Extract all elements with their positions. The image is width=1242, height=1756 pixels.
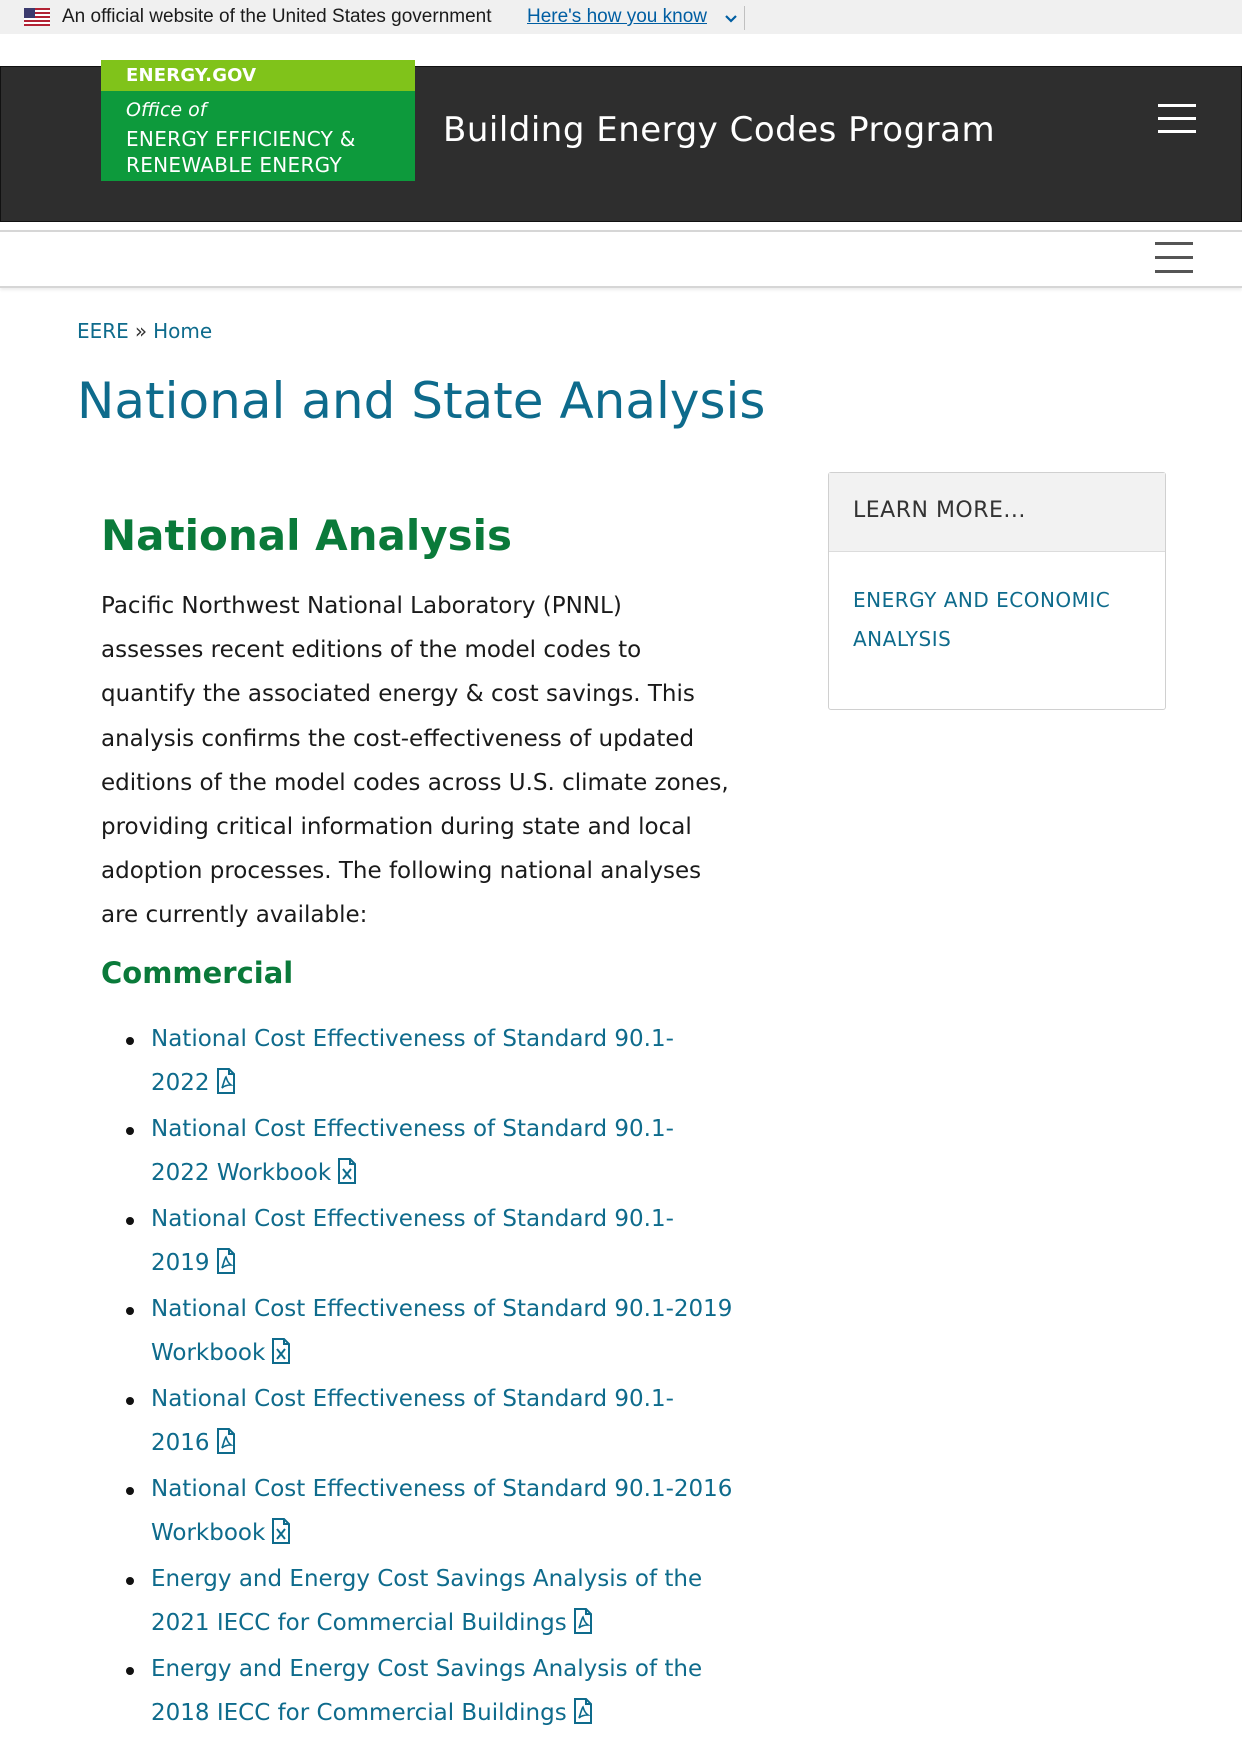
logo-energy-gov-text: ENERGY.GOV <box>126 65 257 86</box>
document-list-item <box>101 1107 771 1195</box>
gov-banner-text: An official website of the United States government <box>62 6 492 27</box>
document-link[interactable] <box>151 1287 771 1375</box>
logo-line-2: RENEWABLE ENERGY <box>126 153 343 177</box>
document-link-text: Energy and Energy Cost Savings Analysis of the <box>151 1566 703 1592</box>
breadcrumb <box>77 319 212 343</box>
document-link[interactable] <box>151 1467 771 1555</box>
secondary-nav-bar <box>0 230 1242 288</box>
document-link-text: 2021 IECC for Commercial Buildings <box>151 1601 771 1645</box>
excel-icon <box>337 1155 357 1181</box>
document-link-text: Workbook <box>151 1331 771 1375</box>
pdf-icon <box>216 1245 236 1271</box>
heres-how-you-know-link[interactable]: Here's how you know <box>527 6 707 27</box>
excel-icon <box>271 1335 291 1361</box>
document-link-text: National Cost Effectiveness of Standard 90.1- <box>151 1116 674 1142</box>
section-title: National Analysis <box>101 511 512 560</box>
document-list-item <box>101 1647 771 1735</box>
commercial-documents-list <box>101 1017 771 1737</box>
document-link-text: Workbook <box>151 1511 771 1555</box>
document-link-text: 2018 IECC for Commercial Buildings <box>151 1691 771 1735</box>
section-menu-icon[interactable] <box>1155 242 1193 274</box>
document-link[interactable] <box>151 1557 771 1645</box>
document-link-text: National Cost Effectiveness of Standard 90.1- <box>151 1386 674 1412</box>
pdf-icon <box>573 1605 593 1631</box>
energy-economic-analysis-link[interactable]: ENERGY AND ECONOMIC ANALYSIS <box>853 588 1111 651</box>
document-link-text: 2022 Workbook <box>151 1151 771 1195</box>
document-link-text: Energy and Energy Cost Savings Analysis of the <box>151 1656 703 1682</box>
main-menu-icon[interactable] <box>1158 104 1196 134</box>
pdf-icon <box>216 1425 236 1451</box>
document-link-text: National Cost Effectiveness of Standard 90.1-2019 <box>151 1296 733 1322</box>
document-list-item <box>101 1287 771 1375</box>
sidebar-heading: LEARN MORE... <box>853 498 1026 523</box>
us-flag-icon <box>24 8 50 26</box>
document-link-text: National Cost Effectiveness of Standard 90.1-2016 <box>151 1476 733 1502</box>
document-list-item <box>101 1197 771 1285</box>
document-link[interactable] <box>151 1377 771 1465</box>
breadcrumb-home[interactable]: Home <box>153 319 213 343</box>
document-link[interactable] <box>151 1017 771 1105</box>
breadcrumb-separator: » <box>134 319 148 343</box>
document-link-text: 2022 <box>151 1061 771 1105</box>
gov-banner <box>0 0 1242 34</box>
logo-office-text: Office of <box>126 99 207 121</box>
document-link[interactable] <box>151 1197 771 1285</box>
breadcrumb-eere[interactable]: EERE <box>77 319 129 343</box>
commercial-subhead: Commercial <box>101 956 294 990</box>
logo-office-block <box>101 91 415 181</box>
document-list-item <box>101 1377 771 1465</box>
pdf-icon <box>216 1065 236 1091</box>
banner-divider <box>744 6 745 30</box>
document-link-text: National Cost Effectiveness of Standard 90.1- <box>151 1026 674 1052</box>
document-link[interactable] <box>151 1647 771 1735</box>
learn-more-sidebar <box>828 472 1166 710</box>
pdf-icon <box>573 1695 593 1721</box>
document-link-text: National Cost Effectiveness of Standard 90.1- <box>151 1206 674 1232</box>
document-list-item <box>101 1017 771 1105</box>
site-title[interactable]: Building Energy Codes Program <box>443 110 996 150</box>
document-list-item <box>101 1467 771 1555</box>
logo-line-1: ENERGY EFFICIENCY & <box>126 127 356 151</box>
sidebar-header <box>829 473 1165 552</box>
eere-logo[interactable] <box>101 60 415 181</box>
page-title: National and State Analysis <box>77 372 766 430</box>
excel-icon <box>271 1515 291 1541</box>
document-link[interactable] <box>151 1107 771 1195</box>
logo-energy-gov <box>101 60 415 91</box>
document-list-item <box>101 1557 771 1645</box>
document-link-text: 2016 <box>151 1421 771 1465</box>
intro-paragraph: Pacific Northwest National Laboratory (PNNL) assesses recent editions of the model codes to quantify the associated energy & cost savings. This analysis confirms the cost-effectiveness of updated editions of the model codes across U.S. climate zones, providing critical information during state and local adoption processes. The following national analyses are currently available: <box>101 593 729 929</box>
chevron-down-icon[interactable] <box>723 10 739 26</box>
document-link-text: 2019 <box>151 1241 771 1285</box>
